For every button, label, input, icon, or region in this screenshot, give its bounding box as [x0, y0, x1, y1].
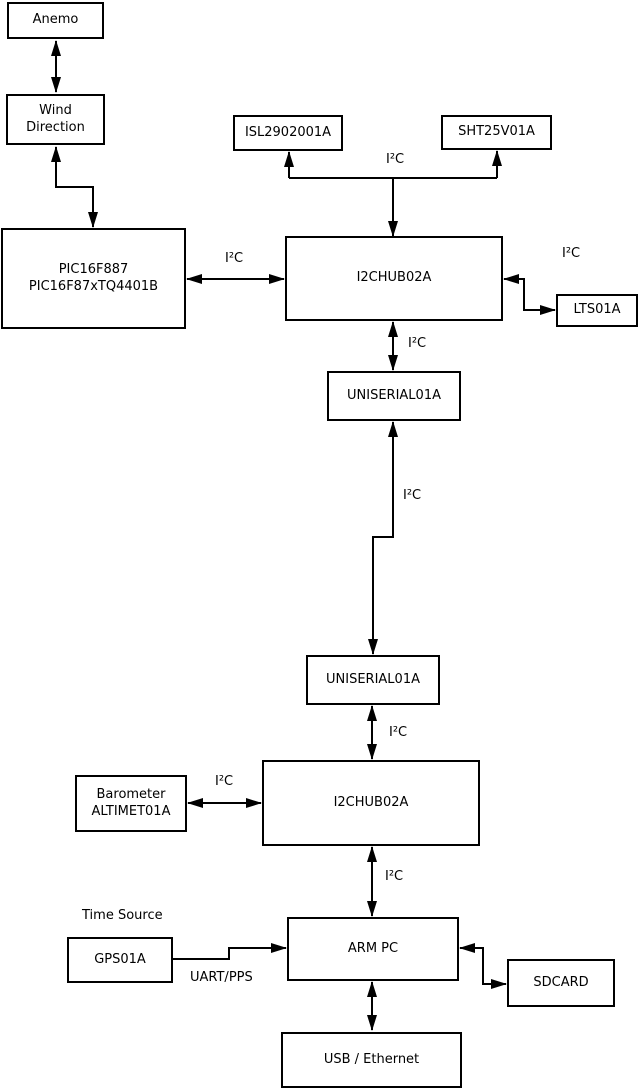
node-sdcard-label: SDCARD	[533, 974, 589, 990]
edge-label-i2c-uniserial2-hub2: I²C	[389, 725, 408, 740]
node-uniserial01a-upper-label: UNISERIAL01A	[347, 387, 441, 403]
node-wind-direction	[6, 94, 105, 145]
node-i2chub02a-upper	[285, 236, 503, 321]
node-usb-ethernet-label: USB / Ethernet	[323, 1051, 420, 1067]
node-anemo	[7, 2, 104, 39]
node-uniserial01a-lower-label: UNISERIAL01A	[326, 671, 420, 687]
edge-label-i2c-hub-lts: I²C	[562, 246, 581, 261]
node-isl2902001a-label: ISL2902001A	[244, 124, 332, 140]
node-arm-pc	[287, 917, 459, 981]
node-sht25v01a	[441, 115, 552, 150]
edge-label-uart-pps: UART/PPS	[190, 970, 253, 985]
edge-gps-armpc	[173, 948, 286, 959]
edge-label-i2c-hub2-arm: I²C	[385, 869, 404, 884]
node-uniserial01a-lower	[306, 655, 440, 705]
edge-label-i2c-pic-hub: I²C	[225, 251, 244, 266]
edge-label-i2c-uniserial-link: I²C	[403, 488, 422, 503]
edge-label-i2c-sensor-bus: I²C	[386, 152, 405, 167]
edge-label-i2c-hub1-uniserial1: I²C	[408, 336, 427, 351]
node-i2chub02a-lower-label: I2CHUB02A	[333, 794, 409, 810]
node-pic16f887-line2: PIC16F87xTQ4401B	[28, 278, 159, 294]
node-gps01a	[67, 937, 173, 983]
node-pic16f887-line1: PIC16F887	[58, 262, 129, 278]
node-sht25v01a-label: SHT25V01A	[458, 124, 535, 140]
node-wind-direction-line2: Direction	[26, 119, 85, 135]
node-gps01a-label: GPS01A	[94, 951, 146, 967]
node-sdcard	[507, 959, 615, 1007]
edge-armpc-sdcard	[460, 948, 506, 984]
node-barometer-line2: ALTIMET01A	[91, 803, 171, 819]
node-lts01a-label: LTS01A	[573, 302, 621, 318]
node-wind-direction-line1: Wind	[39, 103, 72, 119]
edge-label-time-source: Time Source	[82, 908, 163, 923]
node-i2chub02a-lower	[262, 760, 480, 846]
node-i2chub02a-upper-label: I2CHUB02A	[356, 270, 432, 286]
node-uniserial01a-upper	[327, 371, 461, 421]
edge-label-i2c-barometer-hub2: I²C	[215, 774, 234, 789]
node-lts01a	[556, 294, 638, 327]
edge-i2chub1-lts	[504, 279, 555, 310]
node-isl2902001a	[233, 115, 343, 151]
edge-uniserial1-uniserial2	[373, 422, 393, 654]
node-barometer-line1: Barometer	[96, 787, 166, 803]
node-anemo-label: Anemo	[32, 12, 79, 28]
node-arm-pc-label: ARM PC	[347, 940, 399, 956]
edge-winddirection-pic	[56, 147, 93, 227]
node-barometer-altimet01a	[75, 775, 187, 832]
node-usb-ethernet	[281, 1032, 462, 1088]
node-pic16f887	[1, 228, 186, 329]
